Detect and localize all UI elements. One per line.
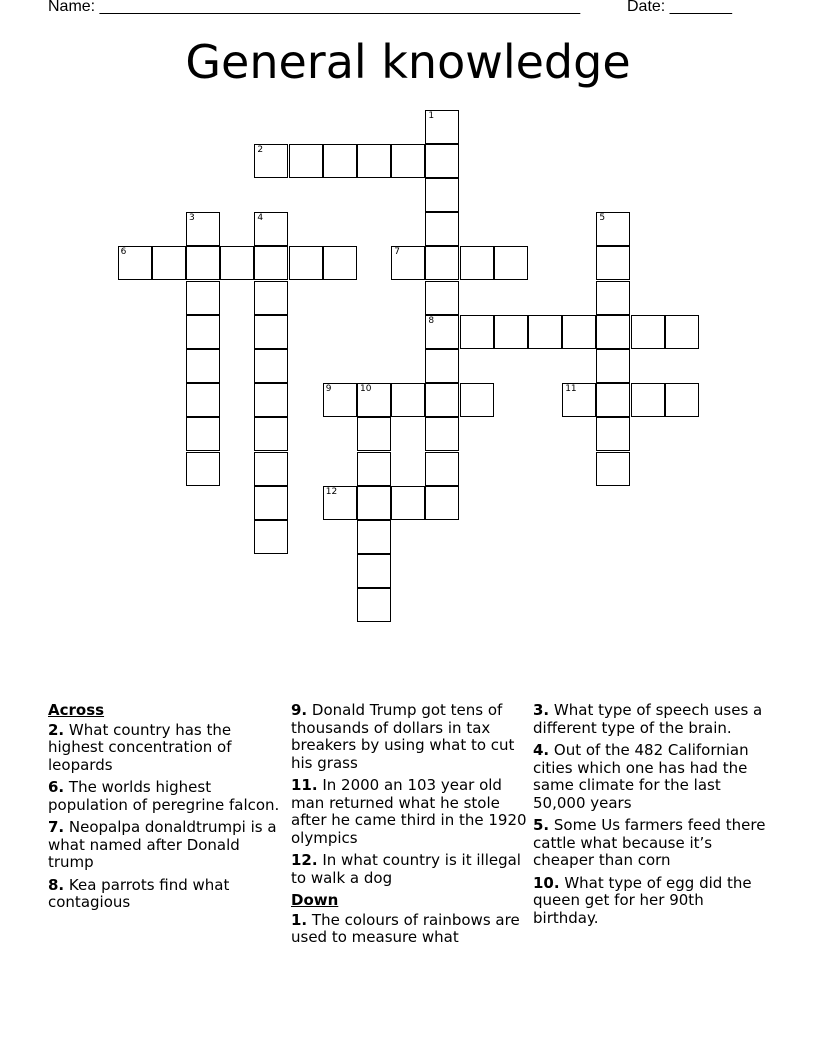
crossword-cell[interactable] — [357, 588, 391, 622]
crossword-cell[interactable] — [425, 417, 459, 451]
crossword-cell[interactable] — [254, 383, 288, 417]
clue-text: Some Us farmers feed there cattle what because it’s cheaper than corn — [533, 816, 766, 869]
crossword-cell[interactable] — [220, 246, 254, 280]
crossword-cell[interactable] — [186, 315, 220, 349]
clue-text: Out of the 482 Californian cities which one has had the same climate for the last 50,000 years — [533, 741, 749, 812]
crossword-cell[interactable] — [254, 246, 288, 280]
crossword-cell[interactable] — [665, 315, 699, 349]
clue-across-8 — [48, 877, 284, 912]
crossword-cell[interactable] — [323, 383, 357, 417]
clue-text: What type of egg did the queen get for her 90th birthday. — [533, 873, 752, 927]
clue-column-1 — [48, 702, 284, 917]
crossword-cell[interactable] — [596, 383, 630, 417]
crossword-cell[interactable] — [323, 144, 357, 178]
clue-number: 12. — [291, 851, 318, 869]
name-field[interactable]: Name: ______________________________________________________ — [48, 0, 581, 15]
crossword-cell[interactable] — [186, 212, 220, 246]
clue-down-4 — [533, 742, 769, 812]
crossword-cell[interactable] — [391, 246, 425, 280]
clue-down-5 — [533, 817, 769, 870]
clue-number: 10. — [533, 873, 560, 892]
crossword-cell[interactable] — [528, 315, 562, 349]
crossword-cell[interactable] — [186, 246, 220, 280]
cell-number: 11 — [565, 384, 577, 395]
crossword-cell[interactable] — [596, 349, 630, 383]
clue-text: The worlds highest population of peregrine falcon. — [48, 778, 280, 814]
crossword-cell[interactable] — [323, 246, 357, 280]
crossword-cell[interactable] — [357, 452, 391, 486]
crossword-cell[interactable] — [254, 212, 288, 246]
crossword-cell[interactable] — [186, 417, 220, 451]
crossword-cell[interactable] — [562, 315, 596, 349]
cell-number: 12 — [325, 486, 338, 497]
crossword-cell[interactable] — [425, 178, 459, 212]
clue-text: The colours of rainbows are used to measure what — [291, 910, 520, 946]
clue-number: 1. — [291, 910, 308, 929]
clue-number: 6. — [48, 778, 65, 796]
crossword-cell[interactable] — [254, 417, 288, 451]
crossword-cell[interactable] — [254, 520, 288, 554]
clue-number: 8. — [48, 875, 65, 894]
down-heading: Down — [291, 891, 339, 909]
clue-number: 2. — [48, 720, 65, 739]
clue-down-1 — [291, 912, 527, 947]
cell-number: 7 — [394, 247, 400, 258]
crossword-cell[interactable] — [596, 452, 630, 486]
crossword-cell[interactable] — [460, 315, 494, 349]
clue-across-2 — [48, 722, 284, 775]
crossword-cell[interactable] — [460, 246, 494, 280]
clue-across-6 — [48, 779, 284, 814]
clue-number: 4. — [533, 741, 550, 759]
crossword-cell[interactable] — [357, 417, 391, 451]
clue-text: In what country is it illegal to walk a dog — [291, 851, 521, 887]
crossword-cell[interactable] — [186, 452, 220, 486]
clue-number: 11. — [291, 776, 318, 794]
crossword-cell[interactable] — [425, 281, 459, 315]
crossword-cell[interactable] — [494, 246, 528, 280]
cell-number: 6 — [120, 247, 127, 258]
cell-number: 4 — [257, 213, 264, 224]
crossword-cell[interactable] — [425, 349, 459, 383]
crossword-cell[interactable] — [254, 452, 288, 486]
clue-text: Neopalpa donaldtrumpi is a what named after Donald trump — [48, 818, 277, 871]
crossword-cell[interactable] — [425, 212, 459, 246]
crossword-cell[interactable] — [460, 383, 494, 417]
clue-down-10 — [533, 875, 769, 928]
crossword-cell[interactable] — [186, 349, 220, 383]
crossword-cell[interactable] — [391, 486, 425, 520]
crossword-cell[interactable] — [323, 486, 357, 520]
across-heading: Across — [48, 701, 105, 719]
crossword-cell[interactable] — [494, 315, 528, 349]
page-title: General knowledge — [185, 35, 631, 89]
clue-text: Donald Trump got tens of thousands of dollars in tax breakers by using what to cut his grass — [291, 701, 515, 772]
crossword-cell[interactable] — [425, 452, 459, 486]
clue-text: What country has the highest concentration of leopards — [48, 720, 232, 774]
cell-number: 1 — [428, 110, 435, 121]
crossword-cell[interactable] — [425, 315, 459, 349]
crossword-cell[interactable] — [357, 486, 391, 520]
cell-number: 2 — [257, 144, 264, 155]
clue-text: Kea parrots find what contagious — [48, 875, 230, 911]
crossword-cell[interactable] — [425, 110, 459, 144]
crossword-cell[interactable] — [357, 520, 391, 554]
clue-number: 9. — [291, 701, 308, 719]
crossword-cell[interactable] — [118, 246, 152, 280]
crossword-cell[interactable] — [562, 383, 596, 417]
crossword-cell[interactable] — [254, 486, 288, 520]
crossword-cell[interactable] — [425, 246, 459, 280]
crossword-cell[interactable] — [425, 486, 459, 520]
clue-number: 5. — [533, 816, 550, 834]
crossword-cell[interactable] — [186, 383, 220, 417]
clue-across-12 — [291, 852, 527, 887]
crossword-cell[interactable] — [289, 144, 323, 178]
cell-number: 8 — [428, 315, 435, 326]
crossword-cell[interactable] — [425, 144, 459, 178]
crossword-cell[interactable] — [391, 383, 425, 417]
crossword-cell[interactable] — [631, 315, 665, 349]
cell-number: 5 — [599, 213, 606, 224]
crossword-cell[interactable] — [254, 315, 288, 349]
crossword-cell[interactable] — [425, 383, 459, 417]
crossword-cell[interactable] — [186, 281, 220, 315]
clue-across-11 — [291, 777, 527, 847]
date-field[interactable]: Date: _______ — [627, 0, 732, 15]
crossword-cell[interactable] — [289, 246, 323, 280]
crossword-cell[interactable] — [391, 144, 425, 178]
clue-number: 3. — [533, 701, 550, 719]
cell-number: 10 — [360, 384, 372, 395]
crossword-cell[interactable] — [596, 246, 630, 280]
clue-number: 7. — [48, 818, 65, 836]
clue-across-9 — [291, 702, 527, 772]
clue-text: In 2000 an 103 year old man returned what he stole after he came third in the 1920 olympics — [291, 776, 527, 847]
crossword-cell[interactable] — [357, 144, 391, 178]
clue-column-2 — [291, 702, 527, 952]
crossword-cell[interactable] — [357, 554, 391, 588]
clue-across-7 — [48, 819, 284, 872]
crossword-cell[interactable] — [596, 212, 630, 246]
crossword-cell[interactable] — [665, 383, 699, 417]
crossword-cell[interactable] — [152, 246, 186, 280]
crossword-cell[interactable] — [596, 315, 630, 349]
crossword-cell[interactable] — [254, 144, 288, 178]
crossword-cell[interactable] — [254, 349, 288, 383]
cell-number: 3 — [189, 213, 195, 224]
cell-number: 9 — [325, 384, 332, 395]
crossword-cell[interactable] — [357, 383, 391, 417]
crossword-cell[interactable] — [596, 281, 630, 315]
crossword-cell[interactable] — [596, 417, 630, 451]
clue-text: What type of speech uses a different type of the brain. — [533, 701, 763, 737]
clue-down-3 — [533, 702, 769, 737]
crossword-cell[interactable] — [631, 383, 665, 417]
clue-column-3 — [533, 702, 769, 932]
crossword-cell[interactable] — [254, 281, 288, 315]
